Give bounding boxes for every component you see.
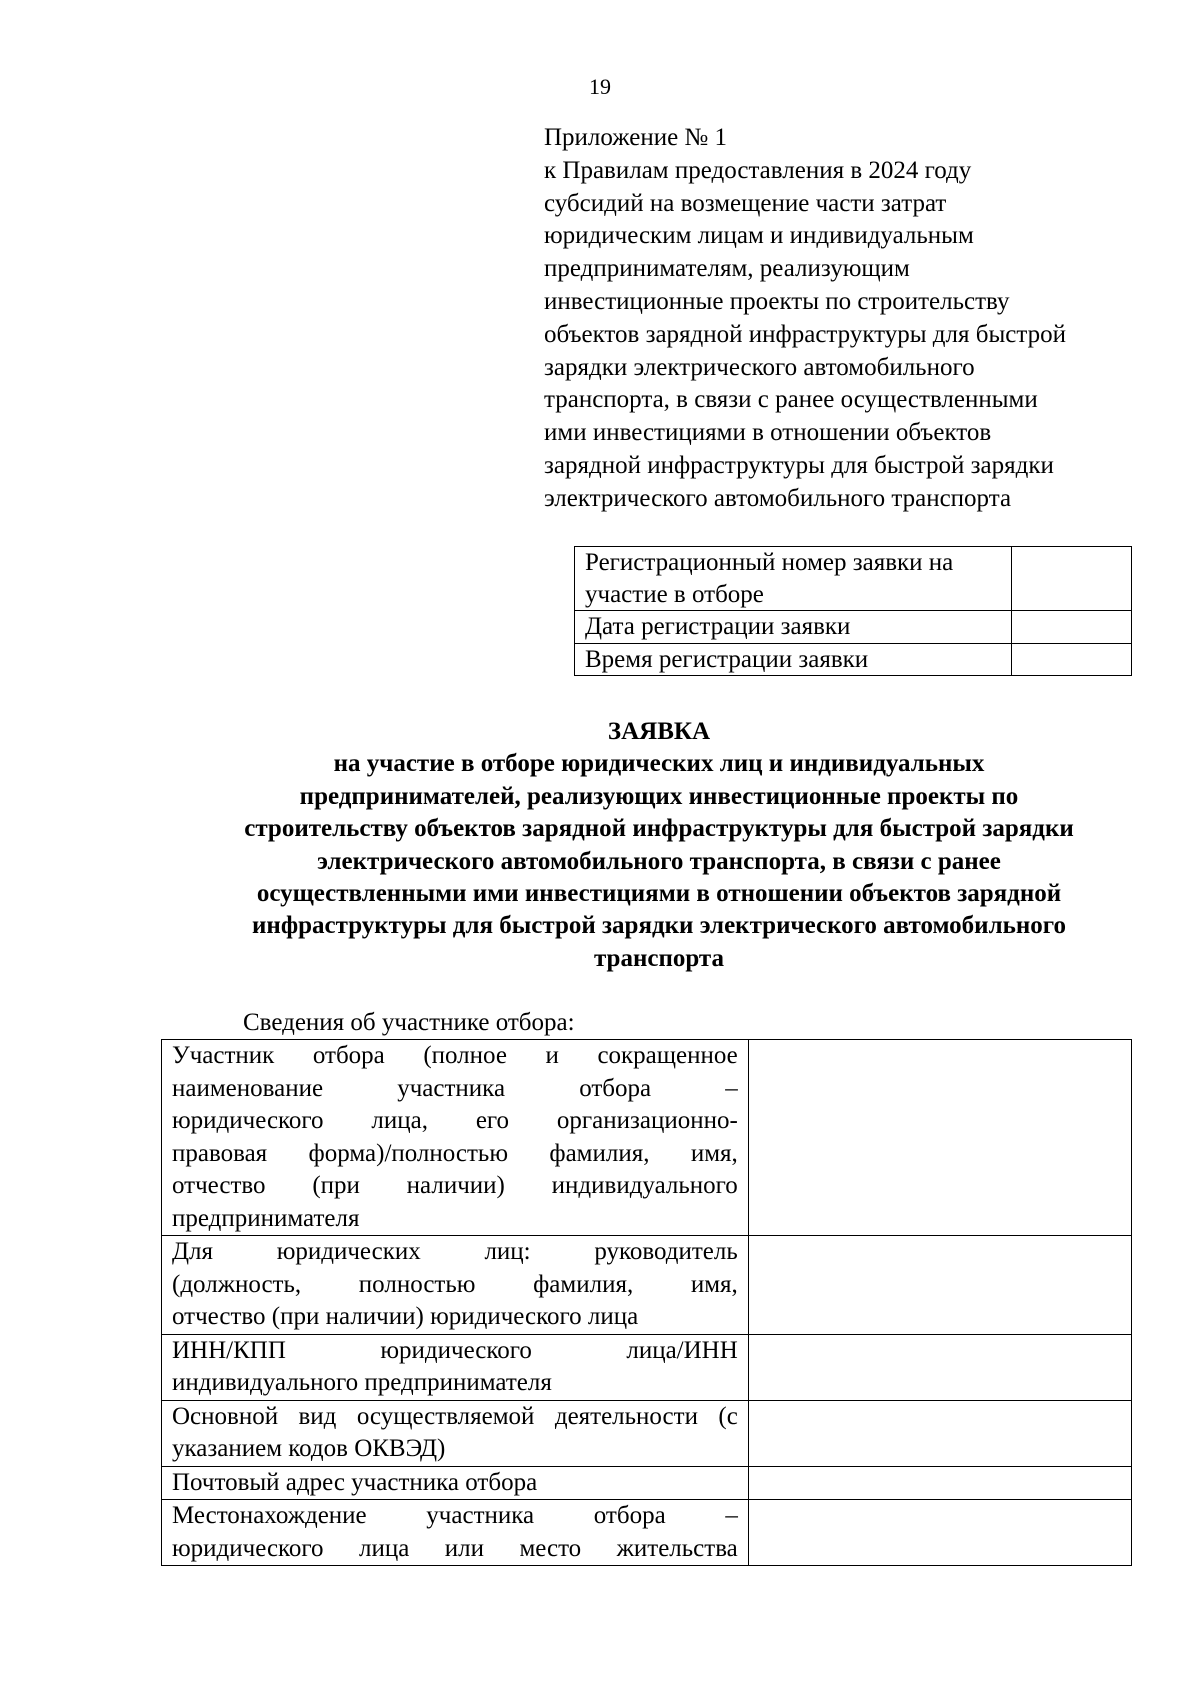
registration-number-label [575, 547, 1012, 611]
title-line: осуществленными ими инвестициями в отношении объектов зарядной [256, 880, 1062, 908]
label-line: правовая форма)/полностью фамилия, имя, [172, 1139, 738, 1167]
appendix-line: ими инвестициями в отношении объектов [544, 419, 992, 447]
label-line: отчество (при наличии) индивидуального [172, 1172, 738, 1199]
appendix-block [544, 122, 1144, 516]
registration-time-value[interactable] [1012, 643, 1132, 676]
table-row [162, 1400, 1132, 1466]
appendix-line: транспорта, в связи с ранее осуществленными [544, 386, 1038, 414]
label-line: Местонахождение участника отбора – [172, 1502, 738, 1529]
page-number: 19 [589, 74, 611, 99]
registration-row-date [575, 611, 1132, 644]
location-label [162, 1500, 749, 1566]
label-line: Почтовый адрес участника отбора [172, 1468, 538, 1496]
appendix-line: зарядной инфраструктуры для быстрой зарядки [544, 451, 1054, 479]
inn-kpp-label [162, 1334, 749, 1400]
table-row [162, 1040, 1132, 1236]
participant-info-table [161, 1039, 1132, 1566]
postal-address-value[interactable] [748, 1466, 1131, 1500]
label-line: Для юридических лиц: руководитель [172, 1238, 738, 1265]
label-line: отчество (при наличии) юридического лица [172, 1303, 639, 1330]
appendix-line: к Правилам предоставления в 2024 году [544, 156, 972, 184]
title-line: на участие в отборе юридических лиц и индивидуальных [333, 750, 985, 778]
postal-address-label [162, 1466, 749, 1500]
label-line: (должность, полностью фамилия, имя, [172, 1270, 738, 1298]
title-line: электрического автомобильного транспорта, в связи с ранее [317, 847, 1001, 875]
label-line: индивидуального предпринимателя [172, 1369, 552, 1396]
document-title [150, 716, 1168, 975]
label-line: Дата регистрации заявки [585, 613, 851, 640]
head-of-entity-label [162, 1236, 749, 1335]
label-line: юридического лица или место жительства [172, 1534, 738, 1562]
registration-date-label [575, 611, 1012, 644]
label-line: Участник отбора (полное и сокращенное [172, 1042, 738, 1069]
main-activity-label [162, 1400, 749, 1466]
registration-number-value[interactable] [1012, 547, 1132, 611]
appendix-line: субсидий на возмещение части затрат [544, 189, 947, 217]
appendix-line: Приложение № 1 [544, 124, 728, 151]
appendix-line: зарядки электрического автомобильного [544, 353, 975, 381]
table-row [162, 1334, 1132, 1400]
title-line: транспорта [593, 944, 725, 972]
appendix-line: объектов зарядной инфраструктуры для быстрой [544, 320, 1066, 348]
title-heading: ЗАЯВКА [607, 718, 711, 745]
label-line: наименование участника отбора – [172, 1074, 738, 1102]
label-line: Время регистрации заявки [585, 645, 869, 673]
table-row [162, 1236, 1132, 1335]
label-line: предпринимателя [172, 1204, 360, 1232]
participant-section-label: Сведения об участнике отбора: [243, 1009, 575, 1036]
title-line: строительству объектов зарядной инфраструктуры для быстрой зарядки [244, 815, 1074, 843]
label-line: Регистрационный номер заявки на [585, 549, 954, 576]
appendix-line: предпринимателям, реализующим [544, 255, 910, 283]
location-value[interactable] [748, 1500, 1131, 1566]
registration-row-time [575, 643, 1132, 676]
table-row [162, 1500, 1132, 1566]
title-line: инфраструктуры для быстрой зарядки электрического автомобильного [252, 912, 1066, 940]
label-line: Основной вид осуществляемой деятельности (с [172, 1402, 738, 1430]
appendix-line: юридическим лицам и индивидуальным [544, 222, 974, 250]
table-row [162, 1466, 1132, 1500]
title-line: предпринимателей, реализующих инвестиционные проекты по [299, 782, 1019, 810]
participant-name-label [162, 1040, 749, 1236]
head-of-entity-value[interactable] [748, 1236, 1131, 1335]
label-line: ИНН/КПП юридического лица/ИНН [172, 1336, 738, 1364]
participant-name-value[interactable] [748, 1040, 1131, 1236]
label-line: юридического лица, его организационно- [172, 1107, 738, 1134]
label-line: указанием кодов ОКВЭД) [172, 1435, 446, 1462]
registration-row-number [575, 547, 1132, 611]
appendix-line: электрического автомобильного транспорта [544, 484, 1012, 512]
inn-kpp-value[interactable] [748, 1334, 1131, 1400]
main-activity-value[interactable] [748, 1400, 1131, 1466]
registration-time-label [575, 643, 1012, 676]
registration-table [574, 546, 1132, 676]
appendix-line: инвестиционные проекты по строительству [544, 287, 1010, 315]
registration-date-value[interactable] [1012, 611, 1132, 644]
label-line: участие в отборе [585, 580, 764, 608]
